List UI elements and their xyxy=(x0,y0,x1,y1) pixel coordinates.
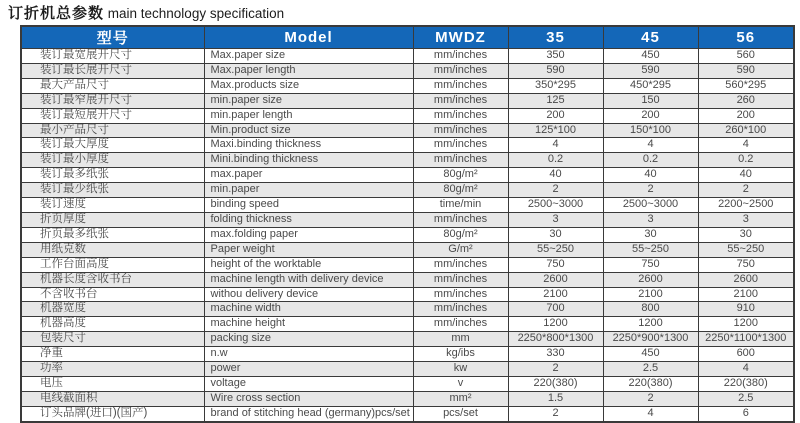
cell-unit: mm/inches xyxy=(413,302,508,317)
cell-cn-label: 装订最宽展开尺寸 xyxy=(21,49,204,64)
cell-cn-label: 功率 xyxy=(21,362,204,377)
cell-value-35: 30 xyxy=(508,227,603,242)
table-row xyxy=(21,317,794,332)
cell-cn-label: 装订最短展开尺寸 xyxy=(21,108,204,123)
cell-value-45: 1200 xyxy=(603,317,698,332)
cell-value-56: 3 xyxy=(698,212,794,227)
cell-value-56: 220(380) xyxy=(698,376,794,391)
table-row xyxy=(21,49,794,64)
header-model-56: 56 xyxy=(698,26,794,49)
cell-value-45: 220(380) xyxy=(603,376,698,391)
cell-cn-label: 装订最窄展开尺寸 xyxy=(21,93,204,108)
cell-unit: kg/ibs xyxy=(413,347,508,362)
cell-unit: 80g/m² xyxy=(413,227,508,242)
spec-table-body xyxy=(21,49,794,422)
cell-cn-label: 装订最长展开尺寸 xyxy=(21,63,204,78)
cell-value-45: 800 xyxy=(603,302,698,317)
cell-cn-label: 装订速度 xyxy=(21,198,204,213)
cell-unit: mm/inches xyxy=(413,317,508,332)
cell-value-35: 4 xyxy=(508,138,603,153)
cell-unit: pcs/set xyxy=(413,406,508,421)
cell-value-35: 0.2 xyxy=(508,153,603,168)
table-row xyxy=(21,347,794,362)
cell-value-56: 2600 xyxy=(698,272,794,287)
table-row xyxy=(21,227,794,242)
cell-cn-label: 用纸克数 xyxy=(21,242,204,257)
cell-cn-label: 不含收书台 xyxy=(21,287,204,302)
cell-cn-label: 包装尺寸 xyxy=(21,332,204,347)
page-title xyxy=(8,2,284,23)
cell-value-35: 1200 xyxy=(508,317,603,332)
cell-cn-label: 折页最多纸张 xyxy=(21,227,204,242)
cell-value-35: 2 xyxy=(508,406,603,421)
page-title-chinese: 订折机总参数 xyxy=(8,5,105,22)
cell-value-56: 600 xyxy=(698,347,794,362)
cell-value-45: 2 xyxy=(603,391,698,406)
cell-value-35: 2500~3000 xyxy=(508,198,603,213)
cell-value-35: 55~250 xyxy=(508,242,603,257)
cell-value-35: 2100 xyxy=(508,287,603,302)
cell-en-label: Paper weight xyxy=(204,242,413,257)
cell-value-45: 450 xyxy=(603,347,698,362)
cell-value-45: 450*295 xyxy=(603,78,698,93)
table-row xyxy=(21,78,794,93)
cell-value-56: 910 xyxy=(698,302,794,317)
cell-unit: v xyxy=(413,376,508,391)
table-row xyxy=(21,287,794,302)
cell-cn-label: 装订最小厚度 xyxy=(21,153,204,168)
table-row xyxy=(21,302,794,317)
header-model-45: 45 xyxy=(603,26,698,49)
cell-en-label: Max.products size xyxy=(204,78,413,93)
cell-en-label: min.paper xyxy=(204,183,413,198)
cell-en-label: binding speed xyxy=(204,198,413,213)
cell-en-label: power xyxy=(204,362,413,377)
cell-unit: mm/inches xyxy=(413,78,508,93)
cell-value-35: 350 xyxy=(508,49,603,64)
cell-unit: mm/inches xyxy=(413,212,508,227)
cell-value-35: 220(380) xyxy=(508,376,603,391)
cell-en-label: machine length with delivery device xyxy=(204,272,413,287)
cell-cn-label: 折页厚度 xyxy=(21,212,204,227)
cell-en-label: voltage xyxy=(204,376,413,391)
cell-value-45: 2500~3000 xyxy=(603,198,698,213)
cell-value-56: 4 xyxy=(698,362,794,377)
table-row xyxy=(21,272,794,287)
cell-value-45: 200 xyxy=(603,108,698,123)
cell-unit: G/m² xyxy=(413,242,508,257)
cell-en-label: Maxi.binding thickness xyxy=(204,138,413,153)
table-row xyxy=(21,332,794,347)
header-model: Model xyxy=(204,26,413,49)
cell-value-35: 590 xyxy=(508,63,603,78)
table-row xyxy=(21,198,794,213)
cell-en-label: Mini.binding thickness xyxy=(204,153,413,168)
cell-value-35: 40 xyxy=(508,168,603,183)
cell-value-45: 4 xyxy=(603,138,698,153)
cell-value-56: 200 xyxy=(698,108,794,123)
table-row xyxy=(21,257,794,272)
cell-value-45: 2.5 xyxy=(603,362,698,377)
cell-value-45: 750 xyxy=(603,257,698,272)
cell-unit: mm/inches xyxy=(413,138,508,153)
table-row xyxy=(21,168,794,183)
cell-value-56: 40 xyxy=(698,168,794,183)
cell-unit: mm/inches xyxy=(413,49,508,64)
cell-unit: time/min xyxy=(413,198,508,213)
cell-value-56: 2.5 xyxy=(698,391,794,406)
spec-table-header xyxy=(21,26,794,49)
cell-value-56: 4 xyxy=(698,138,794,153)
cell-value-56: 1200 xyxy=(698,317,794,332)
cell-value-56: 0.2 xyxy=(698,153,794,168)
table-row xyxy=(21,362,794,377)
cell-value-56: 590 xyxy=(698,63,794,78)
cell-unit: mm/inches xyxy=(413,153,508,168)
cell-value-45: 40 xyxy=(603,168,698,183)
table-row xyxy=(21,212,794,227)
cell-en-label: Max.paper size xyxy=(204,49,413,64)
cell-en-label: Wire cross section xyxy=(204,391,413,406)
cell-value-56: 260*100 xyxy=(698,123,794,138)
cell-value-35: 2 xyxy=(508,362,603,377)
cell-value-35: 125 xyxy=(508,93,603,108)
table-row xyxy=(21,391,794,406)
cell-value-56: 560 xyxy=(698,49,794,64)
cell-en-label: max.folding paper xyxy=(204,227,413,242)
cell-value-56: 2250*1100*1300 xyxy=(698,332,794,347)
cell-cn-label: 电线截面积 xyxy=(21,391,204,406)
cell-value-35: 1.5 xyxy=(508,391,603,406)
cell-unit: mm/inches xyxy=(413,123,508,138)
cell-value-45: 30 xyxy=(603,227,698,242)
cell-unit: mm/inches xyxy=(413,287,508,302)
cell-value-56: 2 xyxy=(698,183,794,198)
cell-cn-label: 装订最少纸张 xyxy=(21,183,204,198)
table-row xyxy=(21,183,794,198)
cell-value-45: 4 xyxy=(603,406,698,421)
cell-en-label: brand of stitching head (germany)pcs/set xyxy=(204,406,413,421)
cell-unit: mm xyxy=(413,332,508,347)
cell-unit: 80g/m² xyxy=(413,168,508,183)
cell-value-45: 590 xyxy=(603,63,698,78)
cell-en-label: folding thickness xyxy=(204,212,413,227)
table-row xyxy=(21,376,794,391)
table-row xyxy=(21,123,794,138)
cell-value-35: 350*295 xyxy=(508,78,603,93)
cell-cn-label: 机器长度含收书台 xyxy=(21,272,204,287)
cell-en-label: packing size xyxy=(204,332,413,347)
cell-value-35: 750 xyxy=(508,257,603,272)
cell-value-45: 0.2 xyxy=(603,153,698,168)
cell-value-45: 150*100 xyxy=(603,123,698,138)
cell-unit: mm/inches xyxy=(413,63,508,78)
cell-value-56: 55~250 xyxy=(698,242,794,257)
cell-en-label: height of the worktable xyxy=(204,257,413,272)
cell-unit: kw xyxy=(413,362,508,377)
table-row xyxy=(21,153,794,168)
cell-value-35: 3 xyxy=(508,212,603,227)
cell-value-35: 2600 xyxy=(508,272,603,287)
cell-value-35: 200 xyxy=(508,108,603,123)
cell-value-56: 2200~2500 xyxy=(698,198,794,213)
header-model-type-cn: 型号 xyxy=(21,26,204,49)
table-row xyxy=(21,63,794,78)
cell-value-45: 2 xyxy=(603,183,698,198)
cell-en-label: Max.paper length xyxy=(204,63,413,78)
cell-unit: 80g/m² xyxy=(413,183,508,198)
cell-unit: mm/inches xyxy=(413,272,508,287)
cell-unit: mm/inches xyxy=(413,108,508,123)
spec-table xyxy=(20,25,795,423)
cell-en-label: min.paper size xyxy=(204,93,413,108)
cell-cn-label: 最大产品尺寸 xyxy=(21,78,204,93)
page-title-english: main technology specification xyxy=(104,6,285,21)
cell-unit: mm² xyxy=(413,391,508,406)
cell-cn-label: 装订最多纸张 xyxy=(21,168,204,183)
cell-value-56: 6 xyxy=(698,406,794,421)
header-mwdz: MWDZ xyxy=(413,26,508,49)
cell-value-35: 2 xyxy=(508,183,603,198)
cell-cn-label: 装订最大厚度 xyxy=(21,138,204,153)
cell-value-35: 330 xyxy=(508,347,603,362)
cell-value-56: 2100 xyxy=(698,287,794,302)
header-model-35: 35 xyxy=(508,26,603,49)
cell-value-56: 750 xyxy=(698,257,794,272)
cell-value-35: 700 xyxy=(508,302,603,317)
cell-cn-label: 订头品牌(进口)(国产) xyxy=(21,406,204,421)
cell-cn-label: 电压 xyxy=(21,376,204,391)
cell-cn-label: 净重 xyxy=(21,347,204,362)
cell-value-56: 260 xyxy=(698,93,794,108)
cell-cn-label: 工作台面高度 xyxy=(21,257,204,272)
cell-value-45: 2100 xyxy=(603,287,698,302)
cell-value-45: 2250*900*1300 xyxy=(603,332,698,347)
cell-value-35: 125*100 xyxy=(508,123,603,138)
cell-cn-label: 机器高度 xyxy=(21,317,204,332)
cell-en-label: Min.product size xyxy=(204,123,413,138)
cell-value-45: 55~250 xyxy=(603,242,698,257)
cell-unit: mm/inches xyxy=(413,93,508,108)
cell-value-45: 150 xyxy=(603,93,698,108)
cell-value-45: 3 xyxy=(603,212,698,227)
cell-value-45: 2600 xyxy=(603,272,698,287)
cell-en-label: withou delivery device xyxy=(204,287,413,302)
cell-value-35: 2250*800*1300 xyxy=(508,332,603,347)
header-row xyxy=(21,26,794,49)
cell-en-label: max.paper xyxy=(204,168,413,183)
table-row xyxy=(21,108,794,123)
table-row xyxy=(21,138,794,153)
cell-en-label: machine width xyxy=(204,302,413,317)
cell-cn-label: 最小产品尺寸 xyxy=(21,123,204,138)
cell-unit: mm/inches xyxy=(413,257,508,272)
cell-en-label: min.paper length xyxy=(204,108,413,123)
cell-cn-label: 机器宽度 xyxy=(21,302,204,317)
cell-en-label: machine height xyxy=(204,317,413,332)
cell-value-56: 560*295 xyxy=(698,78,794,93)
cell-value-45: 450 xyxy=(603,49,698,64)
table-row xyxy=(21,242,794,257)
cell-en-label: n.w xyxy=(204,347,413,362)
table-row xyxy=(21,93,794,108)
cell-value-56: 30 xyxy=(698,227,794,242)
